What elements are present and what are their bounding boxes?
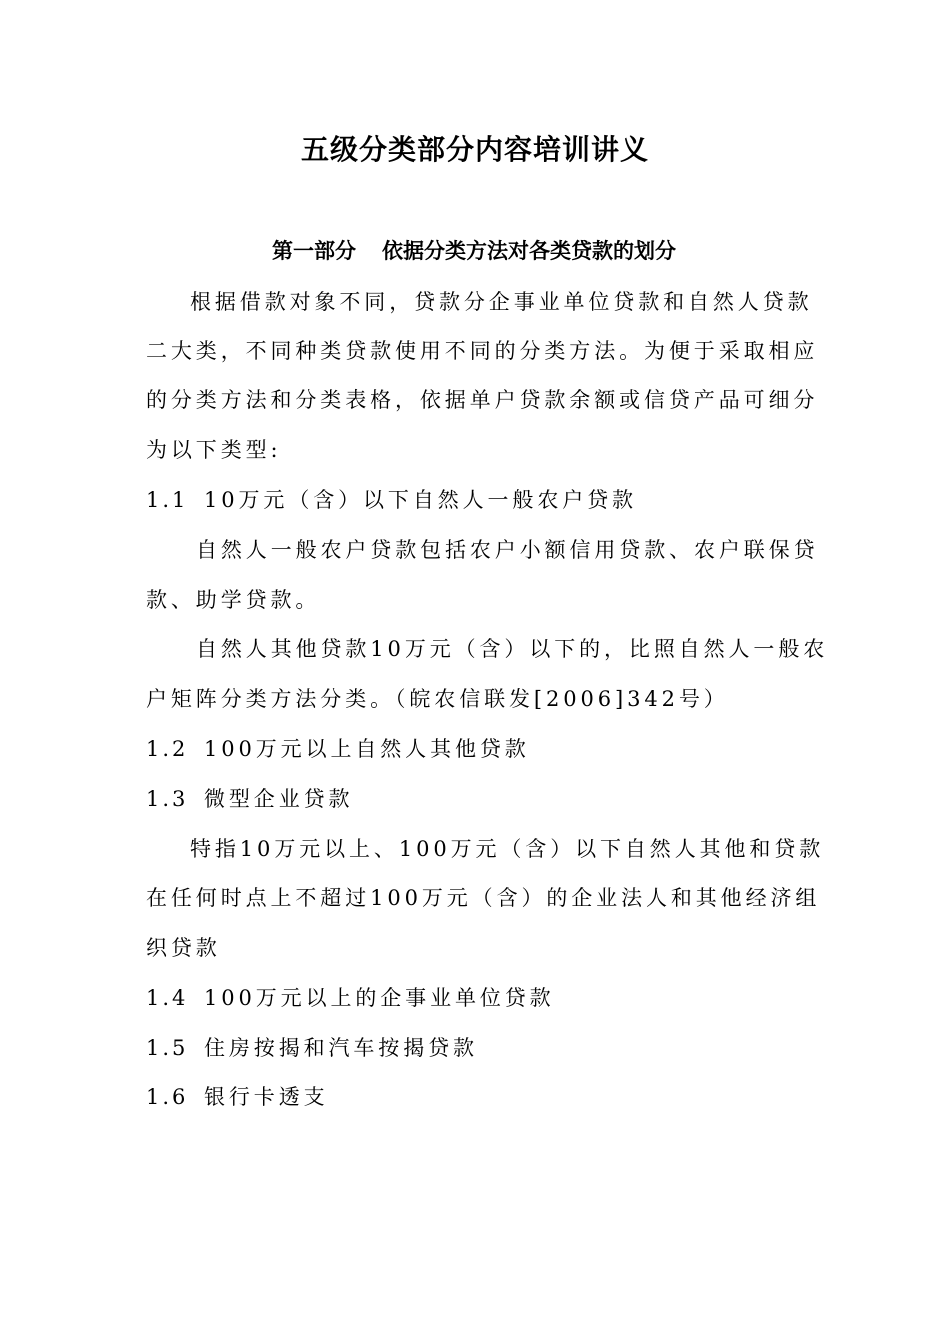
document-title: 五级分类部分内容培训讲义 [300,133,649,166]
list-item-number: 1.6 [146,1085,189,1109]
intro-line-1: 根据借款对象不同，贷款分企事业单位贷款和自然人贷款 [190,290,813,314]
section-heading-text: 依据分类方法对各类贷款的划分 [382,239,676,263]
para-1-3-line-1: 特指10万元以上、100万元（含）以下自然人其他和贷款 [190,837,825,861]
list-item-text: 10万元（含）以下自然人一般农户贷款 [204,488,637,512]
list-item-1-1 [146,485,637,515]
list-item-1-5 [146,1033,478,1063]
list-item-number: 1.2 [146,737,189,761]
intro-line-4: 为以下类型: [146,438,282,462]
list-item-number: 1.5 [146,1036,189,1060]
intro-line-2: 二大类，不同种类贷款使用不同的分类方法。为便于采取相应 [146,339,819,363]
list-item-1-3 [146,784,353,814]
list-item-text: 微型企业贷款 [204,787,354,811]
list-item-1-6 [146,1082,329,1112]
list-item-number: 1.4 [146,986,189,1010]
para-1-1-line-2: 款、助学贷款。 [146,588,321,612]
para-1-3-line-2: 在任何时点上不超过100万元（含）的企业法人和其他经济组 [146,886,821,910]
list-item-text: 住房按揭和汽车按揭贷款 [204,1036,478,1060]
section-heading [272,233,676,269]
list-item-1-4 [146,983,555,1013]
para-1-1-line-1: 自然人一般农户贷款包括农户小额信用贷款、农户联保贷 [196,538,819,562]
section-part-label: 第一部分 [272,239,356,263]
list-item-1-2 [146,734,530,764]
list-item-text: 100万元以上自然人其他贷款 [204,737,530,761]
para-1-1b-line-2: 户矩阵分类方法分类。（皖农信联发[2006]342号） [146,687,729,711]
list-item-number: 1.3 [146,787,189,811]
para-1-3-line-3: 织贷款 [146,936,221,960]
list-item-number: 1.1 [146,488,189,512]
intro-line-3: 的分类方法和分类表格，依据单户贷款余额或信贷产品可细分 [146,388,819,412]
list-item-text: 100万元以上的企事业单位贷款 [204,986,555,1010]
list-item-text: 银行卡透支 [204,1085,329,1109]
para-1-1b-line-1: 自然人其他贷款10万元（含）以下的，比照自然人一般农 [196,637,829,661]
